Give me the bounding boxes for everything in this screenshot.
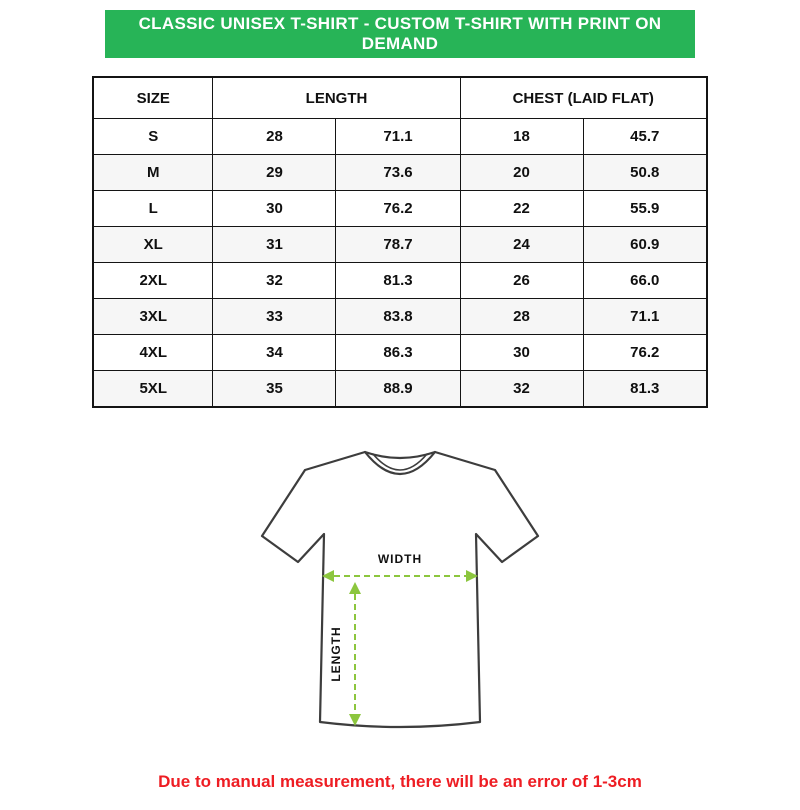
chest-in-cell: 26 — [460, 263, 583, 299]
chest-in-cell: 30 — [460, 335, 583, 371]
table-header-row — [93, 77, 707, 119]
size-cell: 5XL — [93, 371, 213, 408]
table-row — [93, 227, 707, 263]
chest-in-cell: 24 — [460, 227, 583, 263]
measurement-error-note: Due to manual measurement, there will be an error of 1-3cm — [158, 772, 642, 791]
chest-cm-cell: 81.3 — [583, 371, 707, 408]
size-cell: XL — [93, 227, 213, 263]
length-cm-cell: 71.1 — [336, 119, 460, 155]
table-row — [93, 335, 707, 371]
length-in-cell: 29 — [213, 155, 336, 191]
measurement-diagram — [250, 434, 550, 756]
length-cm-cell: 83.8 — [336, 299, 460, 335]
col-header-size: SIZE — [93, 77, 213, 119]
chest-cm-cell: 45.7 — [583, 119, 707, 155]
col-header-length: LENGTH — [213, 77, 460, 119]
length-cm-cell: 88.9 — [336, 371, 460, 408]
chest-cm-cell: 76.2 — [583, 335, 707, 371]
size-cell: L — [93, 191, 213, 227]
length-in-cell: 33 — [213, 299, 336, 335]
page-title: CLASSIC UNISEX T-SHIRT - CUSTOM T-SHIRT WITH PRINT ON DEMAND — [138, 14, 662, 53]
chest-cm-cell: 71.1 — [583, 299, 707, 335]
size-cell: 4XL — [93, 335, 213, 371]
table-row — [93, 371, 707, 408]
table-row — [93, 299, 707, 335]
chest-in-cell: 22 — [460, 191, 583, 227]
size-cell: M — [93, 155, 213, 191]
length-in-cell: 32 — [213, 263, 336, 299]
length-cm-cell: 78.7 — [336, 227, 460, 263]
size-cell: S — [93, 119, 213, 155]
chest-in-cell: 18 — [460, 119, 583, 155]
chest-cm-cell: 55.9 — [583, 191, 707, 227]
length-label: LENGTH — [329, 626, 343, 682]
chest-cm-cell: 66.0 — [583, 263, 707, 299]
width-label: WIDTH — [377, 552, 423, 566]
table-row — [93, 155, 707, 191]
length-in-cell: 28 — [213, 119, 336, 155]
tshirt-outline-icon — [262, 452, 538, 727]
length-in-cell: 31 — [213, 227, 336, 263]
table-row — [93, 191, 707, 227]
length-in-cell: 35 — [213, 371, 336, 408]
size-cell: 2XL — [93, 263, 213, 299]
size-cell: 3XL — [93, 299, 213, 335]
chest-cm-cell: 50.8 — [583, 155, 707, 191]
length-in-cell: 30 — [213, 191, 336, 227]
chest-in-cell: 28 — [460, 299, 583, 335]
length-cm-cell: 76.2 — [336, 191, 460, 227]
length-cm-cell: 73.6 — [336, 155, 460, 191]
table-row — [93, 263, 707, 299]
length-cm-cell: 86.3 — [336, 335, 460, 371]
size-chart-table — [92, 76, 708, 408]
col-header-chest: CHEST (LAID FLAT) — [460, 77, 707, 119]
chest-cm-cell: 60.9 — [583, 227, 707, 263]
length-cm-cell: 81.3 — [336, 263, 460, 299]
chest-in-cell: 32 — [460, 371, 583, 408]
chest-in-cell: 20 — [460, 155, 583, 191]
tshirt-diagram-svg — [250, 434, 550, 756]
length-in-cell: 34 — [213, 335, 336, 371]
title-banner — [105, 10, 695, 58]
table-row — [93, 119, 707, 155]
